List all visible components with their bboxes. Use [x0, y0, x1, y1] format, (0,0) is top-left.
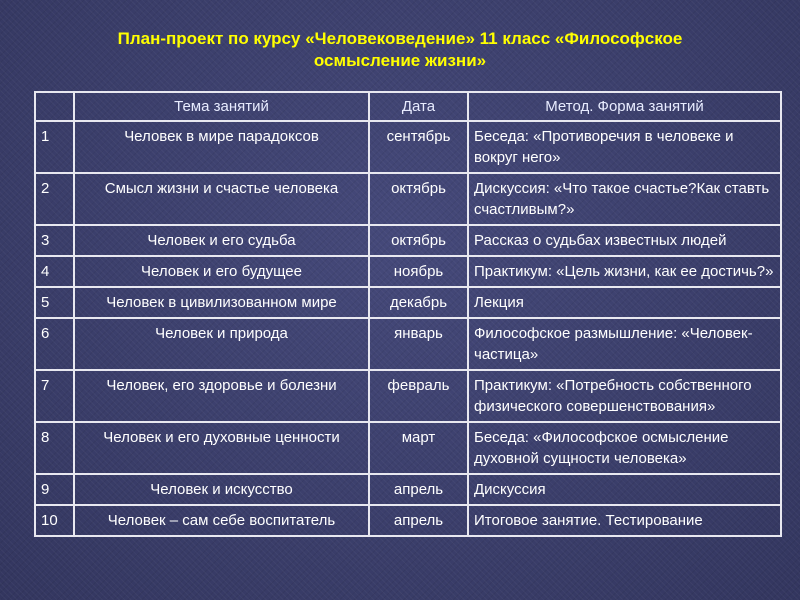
row-topic: Человек, его здоровье и болезни	[74, 370, 369, 422]
table-row	[35, 121, 781, 173]
row-method: Дискуссия	[468, 474, 781, 505]
row-topic: Смысл жизни и счастье человека	[74, 173, 369, 225]
page-title	[40, 28, 760, 72]
table-row	[35, 287, 781, 318]
row-number: 4	[35, 256, 74, 287]
row-date: апрель	[369, 474, 468, 505]
row-topic: Человек и его судьба	[74, 225, 369, 256]
row-topic: Человек и его будущее	[74, 256, 369, 287]
row-method: Практикум: «Цель жизни, как ее достичь?»	[468, 256, 781, 287]
row-topic: Человек в цивилизованном мире	[74, 287, 369, 318]
row-date: октябрь	[369, 225, 468, 256]
row-method: Беседа: «Философское осмысление духовной сущности человека»	[468, 422, 781, 474]
row-topic: Человек и его духовные ценности	[74, 422, 369, 474]
header-method: Метод. Форма занятий	[468, 92, 781, 121]
table-header-row	[35, 92, 781, 121]
table-row	[35, 474, 781, 505]
row-topic: Человек – сам себе воспитатель	[74, 505, 369, 536]
row-date: февраль	[369, 370, 468, 422]
row-method: Практикум: «Потребность собственного физического совершенствования»	[468, 370, 781, 422]
table-row	[35, 318, 781, 370]
row-method: Итоговое занятие. Тестирование	[468, 505, 781, 536]
row-date: январь	[369, 318, 468, 370]
row-date: декабрь	[369, 287, 468, 318]
page-title-line-2: осмысление жизни»	[313, 51, 487, 70]
row-method: Беседа: «Противоречия в человеке и вокруг него»	[468, 121, 781, 173]
row-number: 9	[35, 474, 74, 505]
header-num	[35, 92, 74, 121]
table-row	[35, 225, 781, 256]
row-method: Философское размышление: «Человек-частица»	[468, 318, 781, 370]
row-method: Рассказ о судьбах известных людей	[468, 225, 781, 256]
table-row	[35, 370, 781, 422]
row-number: 7	[35, 370, 74, 422]
table-row	[35, 422, 781, 474]
row-method: Дискуссия: «Что такое счастье?Как ставть счастливым?»	[468, 173, 781, 225]
row-date: сентябрь	[369, 121, 468, 173]
table-row	[35, 505, 781, 536]
table-row	[35, 173, 781, 225]
row-number: 3	[35, 225, 74, 256]
header-date: Дата	[369, 92, 468, 121]
table-row	[35, 256, 781, 287]
row-date: апрель	[369, 505, 468, 536]
row-date: октябрь	[369, 173, 468, 225]
row-number: 1	[35, 121, 74, 173]
row-number: 2	[35, 173, 74, 225]
row-number: 10	[35, 505, 74, 536]
row-number: 5	[35, 287, 74, 318]
row-number: 6	[35, 318, 74, 370]
page-title-line-1: План-проект по курсу «Человековедение» 11 класс «Философское	[117, 29, 683, 48]
row-method: Лекция	[468, 287, 781, 318]
header-topic: Тема занятий	[74, 92, 369, 121]
row-date: март	[369, 422, 468, 474]
row-topic: Человек в мире парадоксов	[74, 121, 369, 173]
row-number: 8	[35, 422, 74, 474]
row-topic: Человек и природа	[74, 318, 369, 370]
lesson-plan-table	[34, 91, 782, 537]
row-topic: Человек и искусство	[74, 474, 369, 505]
row-date: ноябрь	[369, 256, 468, 287]
